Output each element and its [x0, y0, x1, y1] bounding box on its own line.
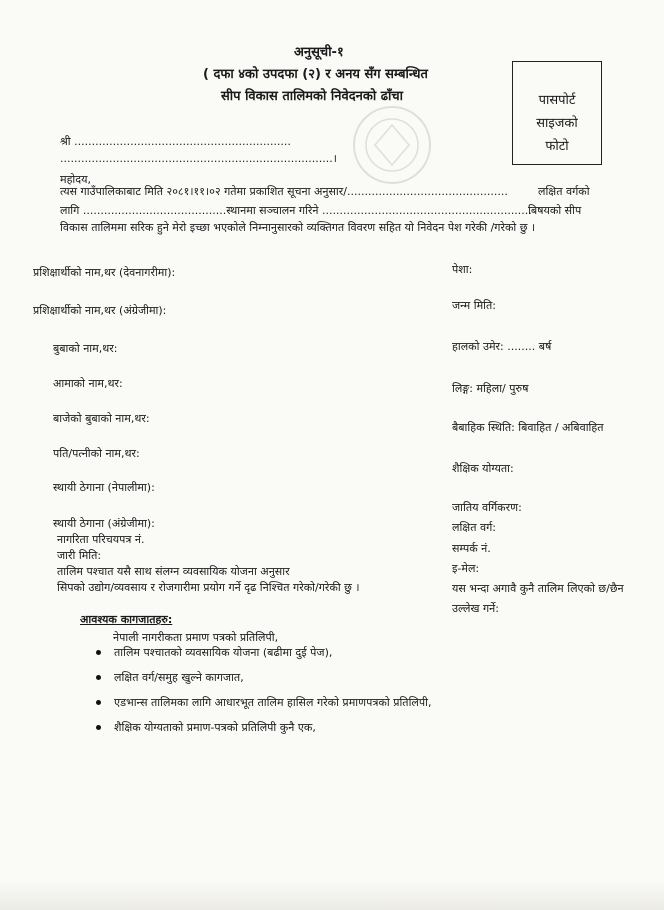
photo-label-3: फोटो: [545, 139, 569, 154]
field-father: बुबाको नाम,थर:: [53, 342, 118, 355]
photo-label-1: पासपोर्ट: [538, 93, 576, 108]
field-address-english: स्थायी ठेगाना (अंग्रेजीमा):: [53, 517, 155, 530]
field-grandfather: बाजेको बुबाको नाम,थर:: [53, 412, 150, 425]
reference-heading: ( दफा ४को उपदफा (२) र अनय सँग सम्बन्धित: [203, 67, 428, 82]
field-spouse: पति/पत्नीको नाम,थर:: [53, 447, 140, 460]
field-marital-status: बैबाहिक स्थिति: बिवाहित / अबिवाहित: [452, 421, 604, 434]
field-contact: सम्पर्क नं.: [452, 542, 491, 555]
document-item: तालिम पश्चातको व्यवसायिक योजना (बढीमा दुई पेज),: [90, 645, 431, 670]
documents-heading: आवश्यक कागजातहरु:: [80, 613, 173, 626]
field-target-group: लक्षित वर्ग:: [452, 521, 496, 534]
field-mother: आमाको नाम,थर:: [53, 377, 123, 390]
field-caste: जातिय वर्गिकरण:: [452, 501, 522, 514]
passport-photo-box: [512, 61, 602, 165]
commitment-line-2: सिपको उद्योग/व्यवसाय र रोजगारीमा प्रयोग गर्ने दृढ निश्चित गरेको/गरेकी छु ।: [57, 581, 360, 594]
letter-line-1: त्यस गाउँपालिकाबाट मिति २०८१।११।०२ गतेमा प्रकाशित सूचना अनुसार/..............................................: [60, 185, 508, 198]
photo-label-2: साइजको: [536, 116, 578, 131]
field-email: इ-मेल:: [452, 562, 480, 575]
document-item: शैक्षिक योग्यताको प्रमाण-पत्रको प्रतिलिपी कुनै एक,: [90, 720, 431, 745]
field-name-devanagari: प्रशिक्षार्थीको नाम,थर (देवनागरीमा):: [33, 266, 176, 279]
field-gender: लिङ्ग: महिला/ पुरुष: [452, 382, 529, 395]
form-title: सीप विकास तालिमको निवेदनको ढाँचा: [221, 89, 404, 104]
addressee-line: श्री ..............................................................: [60, 135, 291, 148]
letter-line-1-end: लक्षित वर्गको: [538, 185, 590, 198]
letter-line-2: लागि .........................................स्थानमा सञ्चालन गरिने ............................................................: [60, 204, 532, 217]
seal-stamp: [345, 100, 440, 190]
field-name-english: प्रशिक्षार्थीको नाम,थर (अंग्रेजीमा):: [33, 304, 167, 317]
field-prior-training: यस भन्दा अगावै कुनै तालिम लिएको छ/छैन: [452, 582, 624, 595]
document-item: लक्षित वर्ग/समुह खुल्ने कागजात,: [90, 670, 431, 695]
document-citizenship: नेपाली नागरीकता प्रमाण पत्रको प्रतिलिपी,: [113, 631, 279, 644]
document-item: एडभान्स तालिमका लागि आधारभूत तालिम हासिल गरेको प्रमाणपत्रको प्रतिलिपी,: [90, 695, 431, 720]
page-bottom-edge: [0, 880, 664, 910]
field-citizenship-no: नागरिता परिचयपत्र नं.: [57, 533, 145, 546]
schedule-heading: अनुसूची-१: [294, 45, 344, 60]
letter-line-2-end: बिषयको सीप: [528, 204, 582, 217]
field-age: हालको उमेर: ........ बर्ष: [452, 340, 552, 353]
commitment-line-1: तालिम पश्चात यसै साथ संलग्न व्यवसायिक योजना अनुसार: [57, 565, 290, 578]
field-issued-date: जारी मिति:: [57, 549, 102, 562]
salutation: महोदय,: [60, 173, 91, 186]
field-occupation: पेशा:: [452, 263, 473, 276]
field-education: शैक्षिक योग्यता:: [452, 462, 514, 475]
letter-line-3: विकास तालिममा सरिक हुने मेरो इच्छा भएकोले निम्नानुसारको व्यक्तिगत विवरण सहित यो निवेदन पेश गरेकी /गरेको छु ।: [60, 221, 536, 234]
field-address-nepali: स्थायी ठेगाना (नेपालीमा):: [53, 481, 155, 494]
field-mention: उल्लेख गर्ने:: [452, 602, 499, 615]
documents-list: [90, 645, 431, 745]
addressee-line-2: ..............................................................................।: [60, 152, 337, 165]
field-dob: जन्म मिति:: [452, 299, 496, 312]
